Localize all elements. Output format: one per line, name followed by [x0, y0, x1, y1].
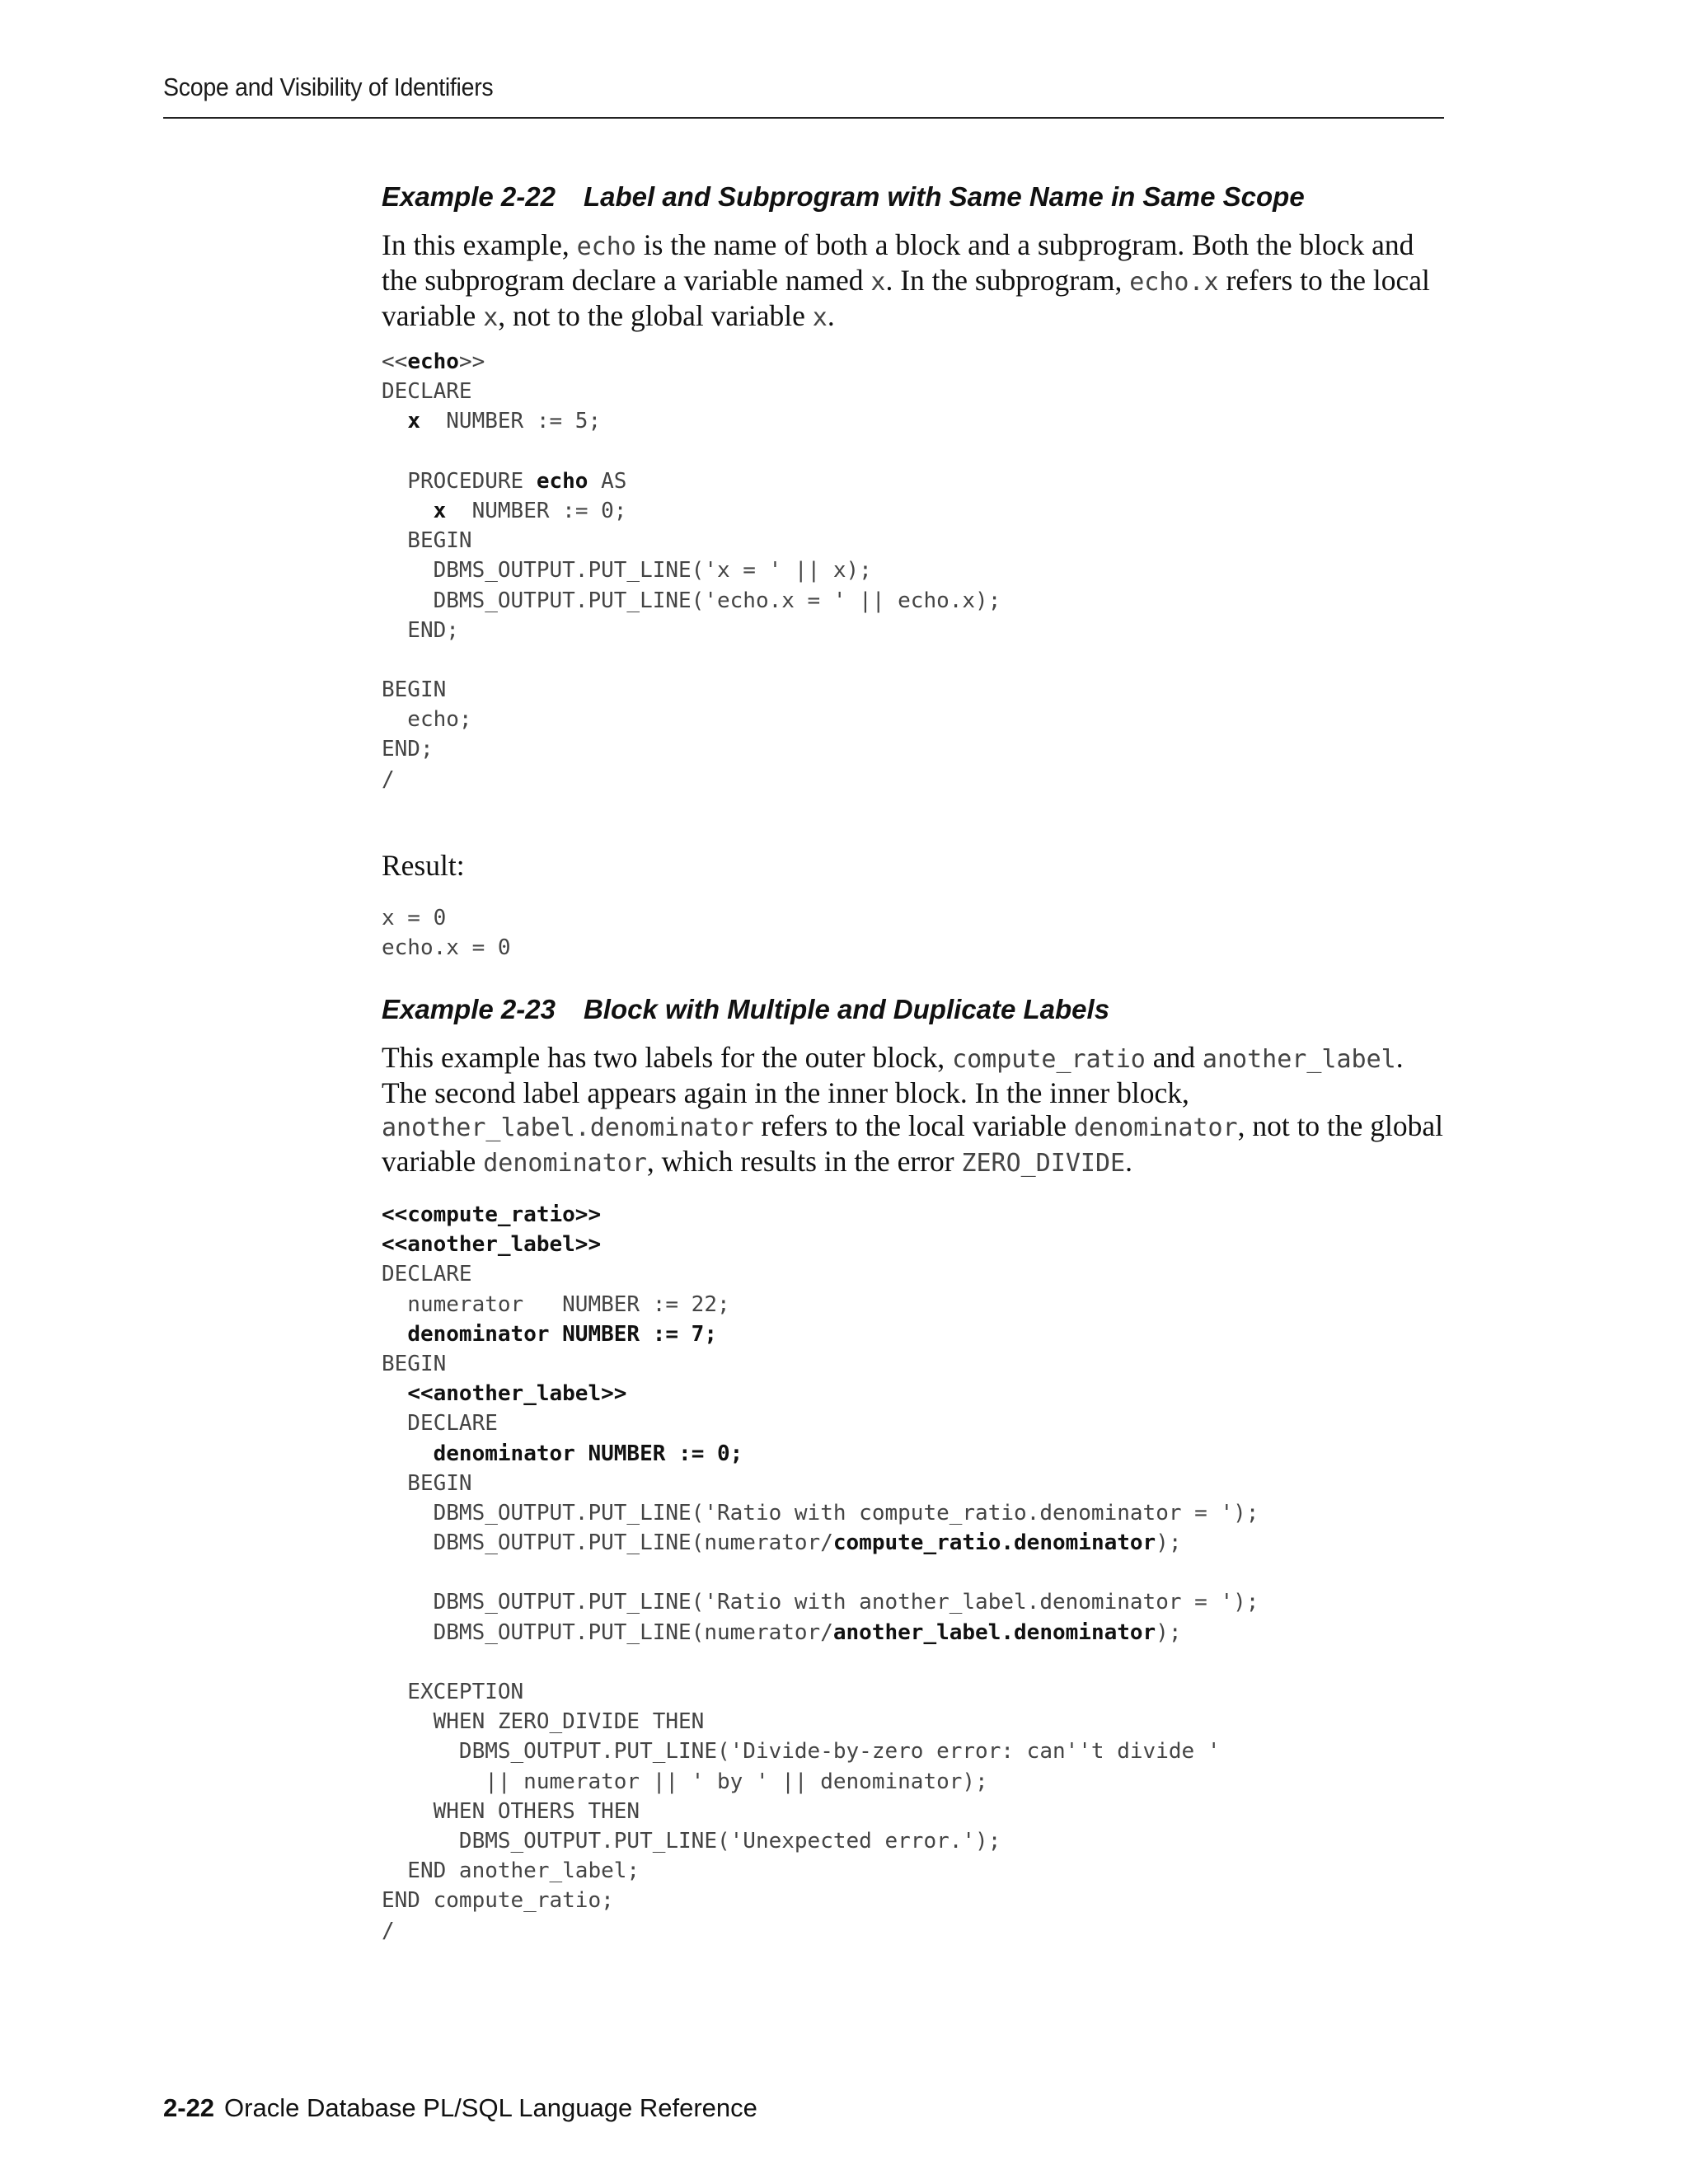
code-line	[382, 1290, 1445, 1319]
page-footer	[163, 2093, 757, 2123]
code-line	[382, 1259, 1445, 1289]
text-run: .	[1125, 1145, 1132, 1178]
text-run: . The second label appears again in the inner block. In the inner block,	[382, 1041, 1404, 1109]
code-token: DBMS_OUTPUT.PUT_LINE('echo.x = ' || echo.x);	[382, 588, 1001, 613]
inline-code: echo.x	[1129, 268, 1219, 297]
code-token: AS	[588, 468, 627, 494]
code-token	[382, 499, 434, 523]
inline-code: another_label.denominator	[382, 1113, 754, 1142]
code-token: DBMS_OUTPUT.PUT_LINE(numerator/	[382, 1619, 833, 1645]
code-line	[382, 903, 1445, 933]
code-token-bold: echo	[536, 468, 588, 494]
text-run: , not to the global variable	[498, 299, 813, 332]
code-token: || numerator || ' by ' || denominator);	[382, 1769, 988, 1794]
code-token: /	[382, 1918, 395, 1943]
inline-code: denominator	[1073, 1113, 1238, 1142]
code-line	[382, 1498, 1445, 1528]
code-token: DECLARE	[382, 1411, 498, 1436]
code-token-bold: <<compute_ratio>>	[382, 1202, 602, 1227]
code-line	[382, 1886, 1445, 1915]
example-2-22-result-output	[382, 903, 1445, 963]
code-token: BEGIN	[382, 677, 447, 703]
header-divider	[163, 117, 1444, 119]
code-token: >>	[458, 349, 485, 374]
code-token: NUMBER := 5;	[420, 409, 602, 434]
code-token: END;	[382, 617, 459, 643]
example-title	[382, 180, 1445, 213]
example-2-23-heading	[382, 993, 1445, 1026]
code-line	[382, 1736, 1445, 1766]
inline-code: another_label	[1202, 1045, 1396, 1074]
running-header: Scope and Visibility of Identifiers	[163, 73, 494, 101]
code-token: );	[1156, 1619, 1182, 1645]
code-line	[382, 496, 1445, 526]
example-2-23-description	[382, 1041, 1445, 1180]
code-token: DBMS_OUTPUT.PUT_LINE('x = ' || x);	[382, 558, 872, 583]
code-token	[382, 1381, 407, 1406]
code-line	[382, 734, 1445, 764]
code-line	[382, 1916, 1445, 1946]
code-token-bold: <<another_label>>	[382, 1232, 602, 1258]
code-line	[382, 645, 1445, 675]
inline-code: compute_ratio	[952, 1045, 1146, 1074]
code-line	[382, 1349, 1445, 1379]
inline-code: echo	[576, 232, 636, 261]
code-line	[382, 347, 1445, 377]
code-line	[382, 1826, 1445, 1856]
code-token: EXCEPTION	[382, 1680, 524, 1704]
example-2-23-code-listing	[382, 1200, 1445, 1946]
code-line	[382, 406, 1445, 436]
inline-code: ZERO_DIVIDE	[961, 1149, 1126, 1178]
code-token-bold: x	[407, 409, 420, 434]
code-token: BEGIN	[382, 528, 472, 554]
result-label: Result:	[382, 849, 465, 882]
code-token-bold: compute_ratio.denominator	[832, 1530, 1156, 1556]
code-token: echo;	[382, 707, 472, 733]
text-run: refers to the local variable	[382, 264, 1430, 332]
code-token: END;	[382, 737, 434, 762]
text-run: refers to the local variable	[753, 1109, 1074, 1142]
code-line	[382, 1707, 1445, 1736]
code-token: DBMS_OUTPUT.PUT_LINE('Ratio with compute_ratio.denominator = ');	[382, 1500, 1259, 1526]
text-run: This example has two labels for the outer block,	[382, 1041, 953, 1074]
code-token: DBMS_OUTPUT.PUT_LINE(numerator/	[382, 1530, 833, 1556]
code-line	[382, 1647, 1445, 1677]
text-run: . In the subprogram,	[885, 264, 1130, 297]
code-line	[382, 1618, 1445, 1647]
code-line	[382, 1587, 1445, 1617]
code-line	[382, 1797, 1445, 1826]
code-line	[382, 555, 1445, 585]
example-2-22-description	[382, 228, 1445, 335]
code-line	[382, 466, 1445, 496]
page-number: 2-22	[163, 2093, 215, 2122]
text-run: , which results in the error	[646, 1145, 962, 1178]
code-token: BEGIN	[382, 1470, 472, 1496]
code-line	[382, 437, 1445, 466]
code-token-bold: denominator NUMBER := 0;	[433, 1441, 743, 1466]
example-title-text: Label and Subprogram with Same Name in Same Scope	[583, 181, 1305, 212]
code-token: x = 0	[382, 906, 447, 930]
code-token	[382, 1322, 407, 1347]
text-run: In this example,	[382, 228, 577, 261]
code-line	[382, 1379, 1445, 1408]
code-token	[382, 409, 407, 434]
code-token: DBMS_OUTPUT.PUT_LINE('Unexpected error.');	[382, 1828, 1001, 1854]
code-token-bold: echo	[407, 349, 459, 374]
inline-code: x	[812, 303, 828, 332]
code-token: WHEN OTHERS THEN	[382, 1798, 640, 1824]
code-token-bold: denominator NUMBER := 7;	[407, 1321, 717, 1347]
code-line	[382, 1469, 1445, 1498]
code-token: );	[1156, 1530, 1182, 1556]
text-run: .	[827, 299, 835, 332]
example-number: Example 2-22	[382, 181, 556, 212]
code-line	[382, 377, 1445, 406]
code-token: END another_label;	[382, 1858, 640, 1884]
inline-code: denominator	[483, 1149, 647, 1178]
code-token: DBMS_OUTPUT.PUT_LINE('Ratio with another_label.denominator = ');	[382, 1590, 1259, 1615]
inline-code: x	[870, 268, 886, 297]
code-line	[382, 1319, 1445, 1349]
code-line	[382, 933, 1445, 963]
code-line	[382, 675, 1445, 705]
example-title	[382, 993, 1445, 1026]
code-token: WHEN ZERO_DIVIDE THEN	[382, 1709, 705, 1735]
inline-code: x	[483, 303, 499, 332]
code-line	[382, 1230, 1445, 1259]
code-token: <<	[382, 349, 408, 374]
code-line	[382, 616, 1445, 645]
code-token: echo.x = 0	[382, 935, 511, 961]
code-token: BEGIN	[382, 1351, 447, 1376]
code-token: END compute_ratio;	[382, 1888, 614, 1914]
code-token: DBMS_OUTPUT.PUT_LINE('Divide-by-zero error: can''t divide '	[382, 1739, 1221, 1765]
code-line	[382, 1528, 1445, 1558]
code-token: /	[382, 766, 395, 792]
code-token	[382, 1441, 434, 1466]
code-token: numerator NUMBER := 22;	[382, 1291, 730, 1317]
code-line	[382, 1856, 1445, 1886]
code-line	[382, 526, 1445, 555]
code-token-bold: <<another_label>>	[407, 1381, 627, 1407]
book-title: Oracle Database PL/SQL Language Reference	[224, 2093, 757, 2122]
code-token: DECLARE	[382, 1262, 472, 1287]
code-line	[382, 1439, 1445, 1469]
example-title-text: Block with Multiple and Duplicate Labels	[583, 994, 1110, 1024]
example-2-22-heading	[382, 180, 1445, 213]
text-run: and	[1145, 1041, 1203, 1074]
code-line	[382, 705, 1445, 734]
code-line	[382, 765, 1445, 794]
example-2-22-code-listing	[382, 347, 1445, 794]
code-token: DECLARE	[382, 379, 472, 405]
code-line	[382, 1767, 1445, 1797]
text-run: , not to the global variable	[382, 1109, 1444, 1178]
code-line	[382, 1558, 1445, 1587]
code-token: NUMBER := 0;	[446, 498, 627, 523]
example-number: Example 2-23	[382, 994, 556, 1024]
code-line	[382, 1200, 1445, 1230]
code-token: PROCEDURE	[382, 468, 537, 494]
code-line	[382, 1408, 1445, 1438]
code-token-bold: x	[433, 498, 447, 523]
code-line	[382, 586, 1445, 616]
code-token-bold: another_label.denominator	[832, 1619, 1156, 1645]
code-line	[382, 1677, 1445, 1707]
text-run: is the name of both a block and a subprogram. Both the block and the subprogram declare a variable named	[382, 228, 1414, 297]
